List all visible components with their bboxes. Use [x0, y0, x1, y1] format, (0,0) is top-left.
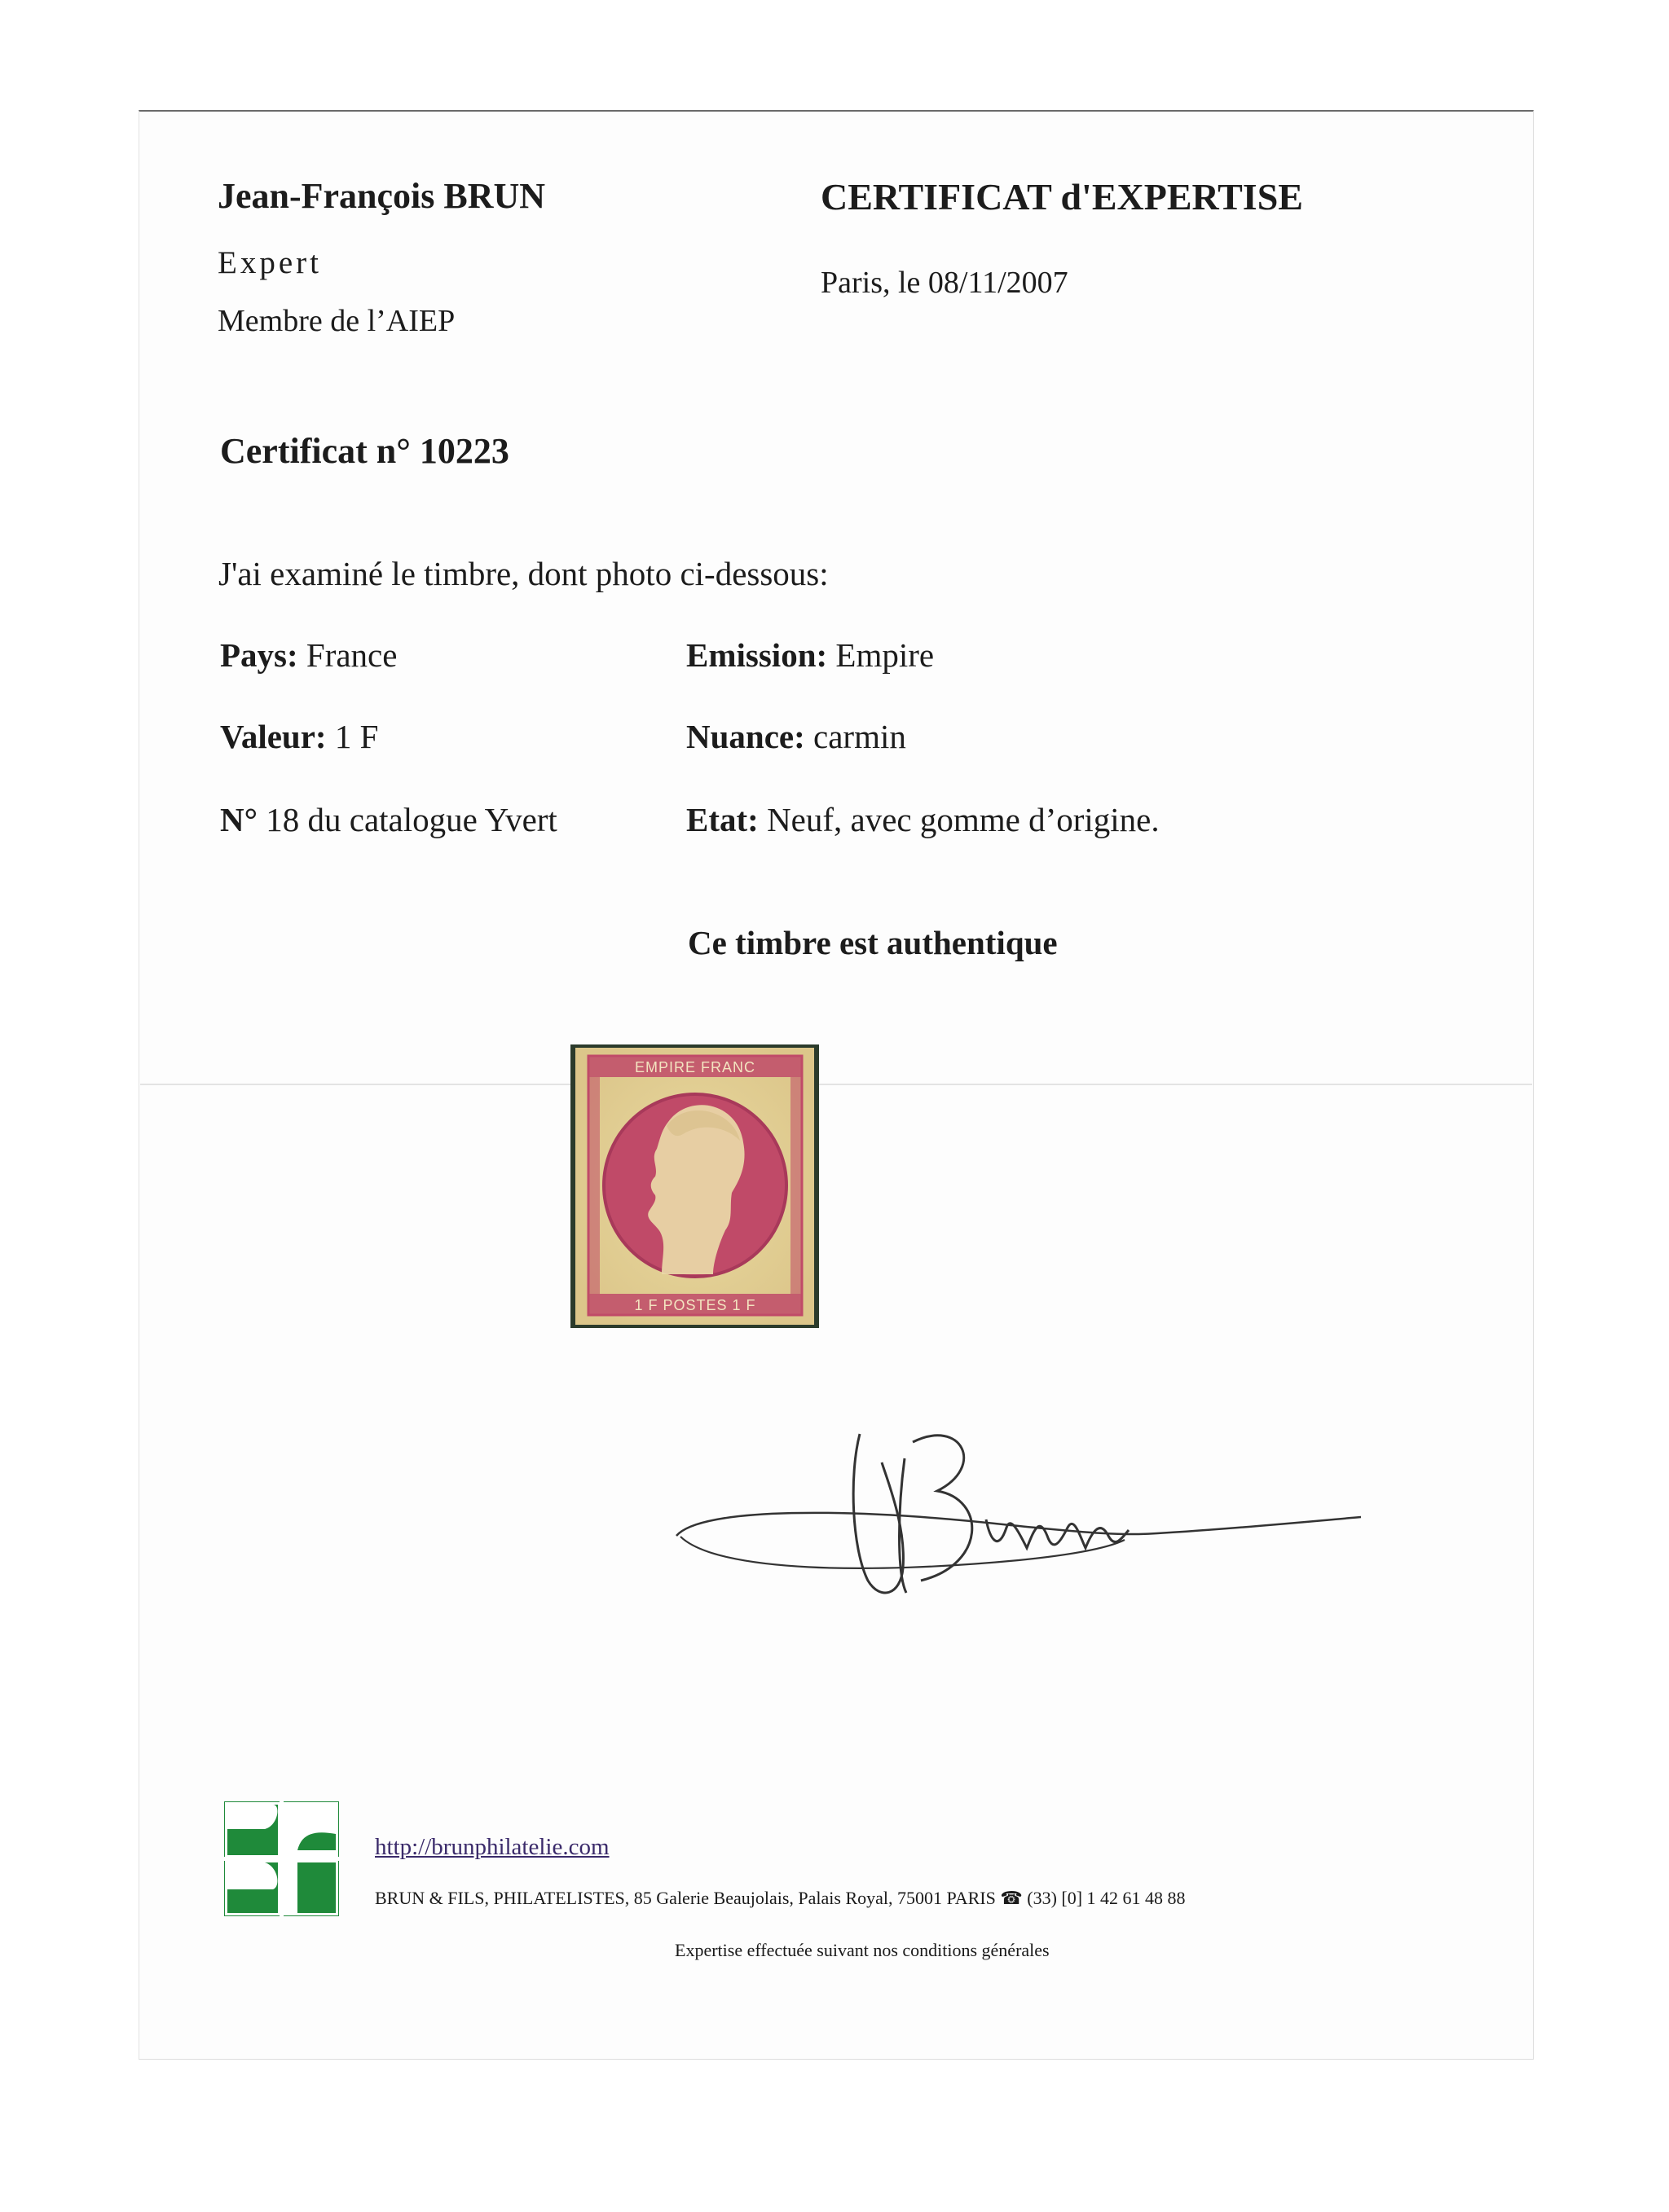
field-value: 1 F: [326, 718, 379, 755]
expertise-conditions: Expertise effectuée suivant nos conditions générales: [675, 1940, 1050, 1960]
field-label: Emission:: [686, 636, 828, 674]
certificate-title: CERTIFICAT d'EXPERTISE: [821, 176, 1303, 218]
field-value: carmin: [804, 718, 906, 755]
expert-title: Expert: [218, 245, 322, 280]
company-address: BRUN & FILS, PHILATELISTES, 85 Galerie Beaujolais, Palais Royal, 75001 PARIS ☎ (33) [0] 1 42 61 48 88: [375, 1888, 1186, 1908]
field-value: Neuf, avec gomme d’origine.: [758, 801, 1160, 838]
field-catalogue: [220, 800, 557, 839]
paper-fold-line: [140, 1084, 1532, 1085]
field-emission: [686, 635, 934, 675]
expert-membership: Membre de l’AIEP: [218, 304, 456, 338]
stamp-bottom-text: 1 F POSTES 1 F: [634, 1297, 756, 1313]
certificate-number: Certificat n° 10223: [220, 431, 509, 471]
field-label: Etat:: [686, 801, 759, 838]
field-label: Valeur:: [220, 718, 327, 755]
intro-text: J'ai examiné le timbre, dont photo ci-dessous:: [218, 555, 829, 592]
field-valeur: [220, 717, 378, 756]
expert-name: Jean-François BRUN: [218, 176, 546, 216]
field-nuance: [686, 717, 906, 756]
field-label: Pays:: [220, 636, 298, 674]
stamp-photo: [570, 1044, 819, 1328]
signature: [668, 1385, 1369, 1654]
field-etat: [686, 800, 1160, 839]
field-value: 18 du catalogue Yvert: [258, 801, 557, 838]
website-link[interactable]: http://brunphilatelie.com: [375, 1834, 610, 1860]
brun-logo: [224, 1801, 339, 1916]
field-pays: [220, 635, 397, 675]
field-label: N°: [220, 801, 258, 838]
field-value: France: [297, 636, 398, 674]
certificate-date: Paris, le 08/11/2007: [821, 266, 1068, 300]
field-label: Nuance:: [686, 718, 805, 755]
field-value: Empire: [827, 636, 935, 674]
authenticity-verdict: Ce timbre est authentique: [688, 924, 1058, 961]
stamp-top-text: EMPIRE FRANC: [634, 1059, 756, 1075]
